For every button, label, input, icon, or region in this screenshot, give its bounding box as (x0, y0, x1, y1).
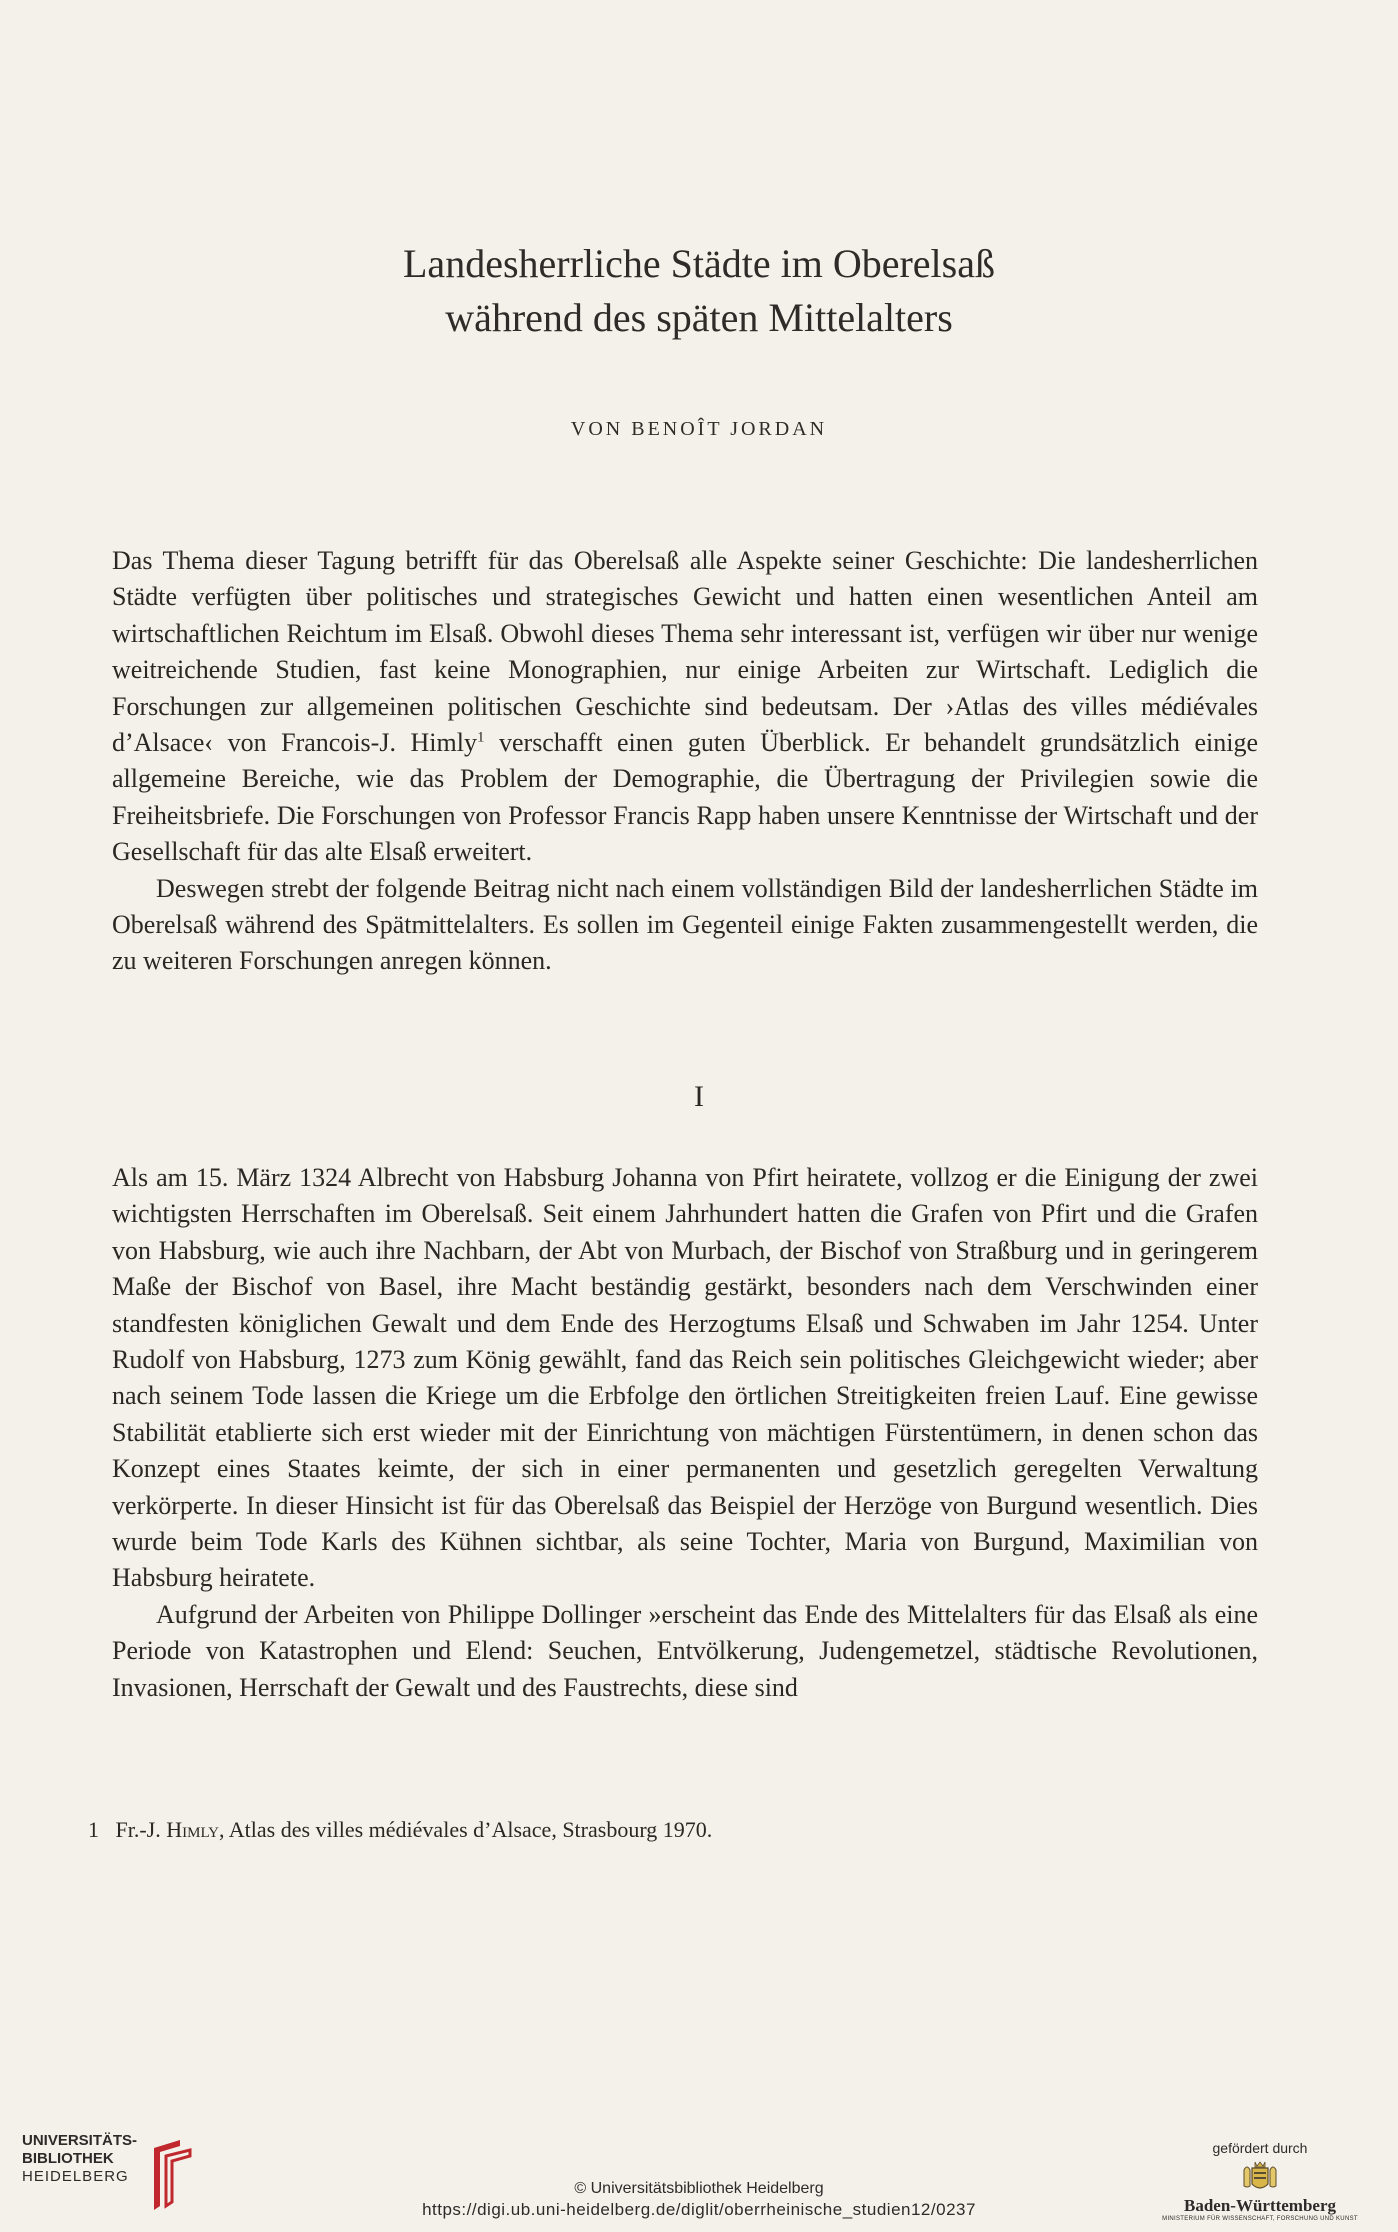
library-name-line-2: BIBLIOTHEK (22, 2150, 114, 2167)
coat-of-arms-icon (1240, 2160, 1280, 2196)
section-heading: I (694, 1080, 704, 1113)
paragraph-2: Deswegen strebt der folgende Beitrag nicht nach einem vollständigen Bild der landesherrlichen Städte im Oberelsaß während des Spätmittelalters. Es sollen im Gegenteil einige Fakten zusammengestellt werden, die zu weiteren Forschungen anregen können. (112, 873, 1258, 976)
copyright-notice: © Universitätsbibliothek Heidelberg (574, 2180, 824, 2197)
paragraph-3: Als am 15. März 1324 Albrecht von Habsburg Johanna von Pfirt heiratete, vollzog er die Einigung der zwei wichtigsten Herrschaften im Oberelsaß. Seit einem Jahrhundert hatten die Grafen von Pfirt und die Grafen von Habsburg, wie auch ihre Nachbarn, der Abt von Murbach, der Bischof von Straßburg und in geringerem Maße der Bischof von Basel, ihre Macht beständig gestärkt, besonders nach dem Verschwinden einer standfesten königlichen Gewalt und dem Ende des Herzogtums Elsaß und Schwaben im Jahr 1254. Unter Rudolf von Habsburg, 1273 zum König gewählt, fand das Reich sein politisches Gleichgewicht wieder; aber nach seinem Tode lassen die Kriege um die Erbfolge den örtlichen Streitigkeiten freien Lauf. Eine gewisse Stabilität etablierte sich erst wieder mit der Einrichtung von mächtigen Fürstentümern, in denen schon das Konzept eines Staates keimte, der sich in einer permanenten und gesetzlich geregelten Verwaltung verkörperte. In dieser Hinsicht ist für das Oberelsaß das Beispiel der Herzöge von Burgund wesentlich. Dies wurde beim Tode Karls des Kühnen sichtbar, als seine Tochter, Maria von Burgund, Maximilian von Habsburg heiratete. (112, 1163, 1258, 1593)
library-name-line-3: HEIDELBERG (22, 2168, 129, 2185)
state-name: Baden-Württemberg (1183, 2196, 1337, 2215)
footnote-number: 1 (88, 1817, 99, 1842)
author-byline: VON BENOÎT JORDAN (570, 418, 828, 440)
funded-by-label: gefördert durch (1212, 2140, 1308, 2156)
title-line-2: während des späten Mittelalters (445, 295, 953, 340)
body-section-1 (112, 1160, 1258, 1706)
footnote-ref[interactable]: 1 (476, 729, 485, 746)
footnote-author: Himly (166, 1817, 219, 1842)
body-intro (112, 543, 1258, 980)
library-name-line-1: UNIVERSITÄTS- (22, 2132, 138, 2149)
paragraph-1: Das Thema dieser Tagung betrifft für das Oberelsaß alle Aspekte seiner Geschichte: Die landesherrlichen Städte verfügten über politisches und strategisches Gewicht und hatten einen wesentlichen Anteil am wirtschaftlichen Reichtum im Elsaß. Obwohl dieses Thema sehr interessant ist, verfügen wir über nur wenige weitreichende Studien, fast keine Monographien, nur einige Arbeiten zur Wirtschaft. Lediglich die Forschungen zur allgemeinen politischen Geschichte sind bedeutsam. Der ›Atlas des villes médiévales d’Alsace‹ von Francois-J. Himly$^1$ verschafft einen guten Überblick. Er behandelt grundsätzlich einige allgemeine Bereiche, wie das Problem der Demographie, die Übertragung der Privilegien sowie die Freiheitsbriefe. Die Forschungen von Professor Francis Rapp haben unsere Kenntnisse der Wirtschaft und der Gesellschaft für das alte Elsaß erweitert. (112, 546, 1258, 867)
funding-logo (1140, 2140, 1380, 2230)
paragraph-4: Aufgrund der Arbeiten von Philippe Dollinger »erscheint das Ende des Mittelalters für das Elsaß als eine Periode von Katastrophen und Elend: Seuchen, Entvölkerung, Judengemetzel, städtische Revolutionen, Invasionen, Herrschaft der Gewalt und des Faustrechts, diese sind (112, 1599, 1258, 1702)
title-line-1: Landesherrliche Städte im Oberelsaß (403, 241, 995, 286)
source-url-link[interactable]: https://digi.ub.uni-heidelberg.de/diglit/oberrheinische_studien12/0237 (422, 2200, 976, 2219)
footnote: 1 Fr.-J. Himly, Atlas des villes médiévales d’Alsace, Strasbourg 1970. (88, 1817, 713, 1842)
ministry-name: MINISTERIUM FÜR WISSENSCHAFT, FORSCHUNG UND KUNST (1162, 2216, 1358, 2222)
